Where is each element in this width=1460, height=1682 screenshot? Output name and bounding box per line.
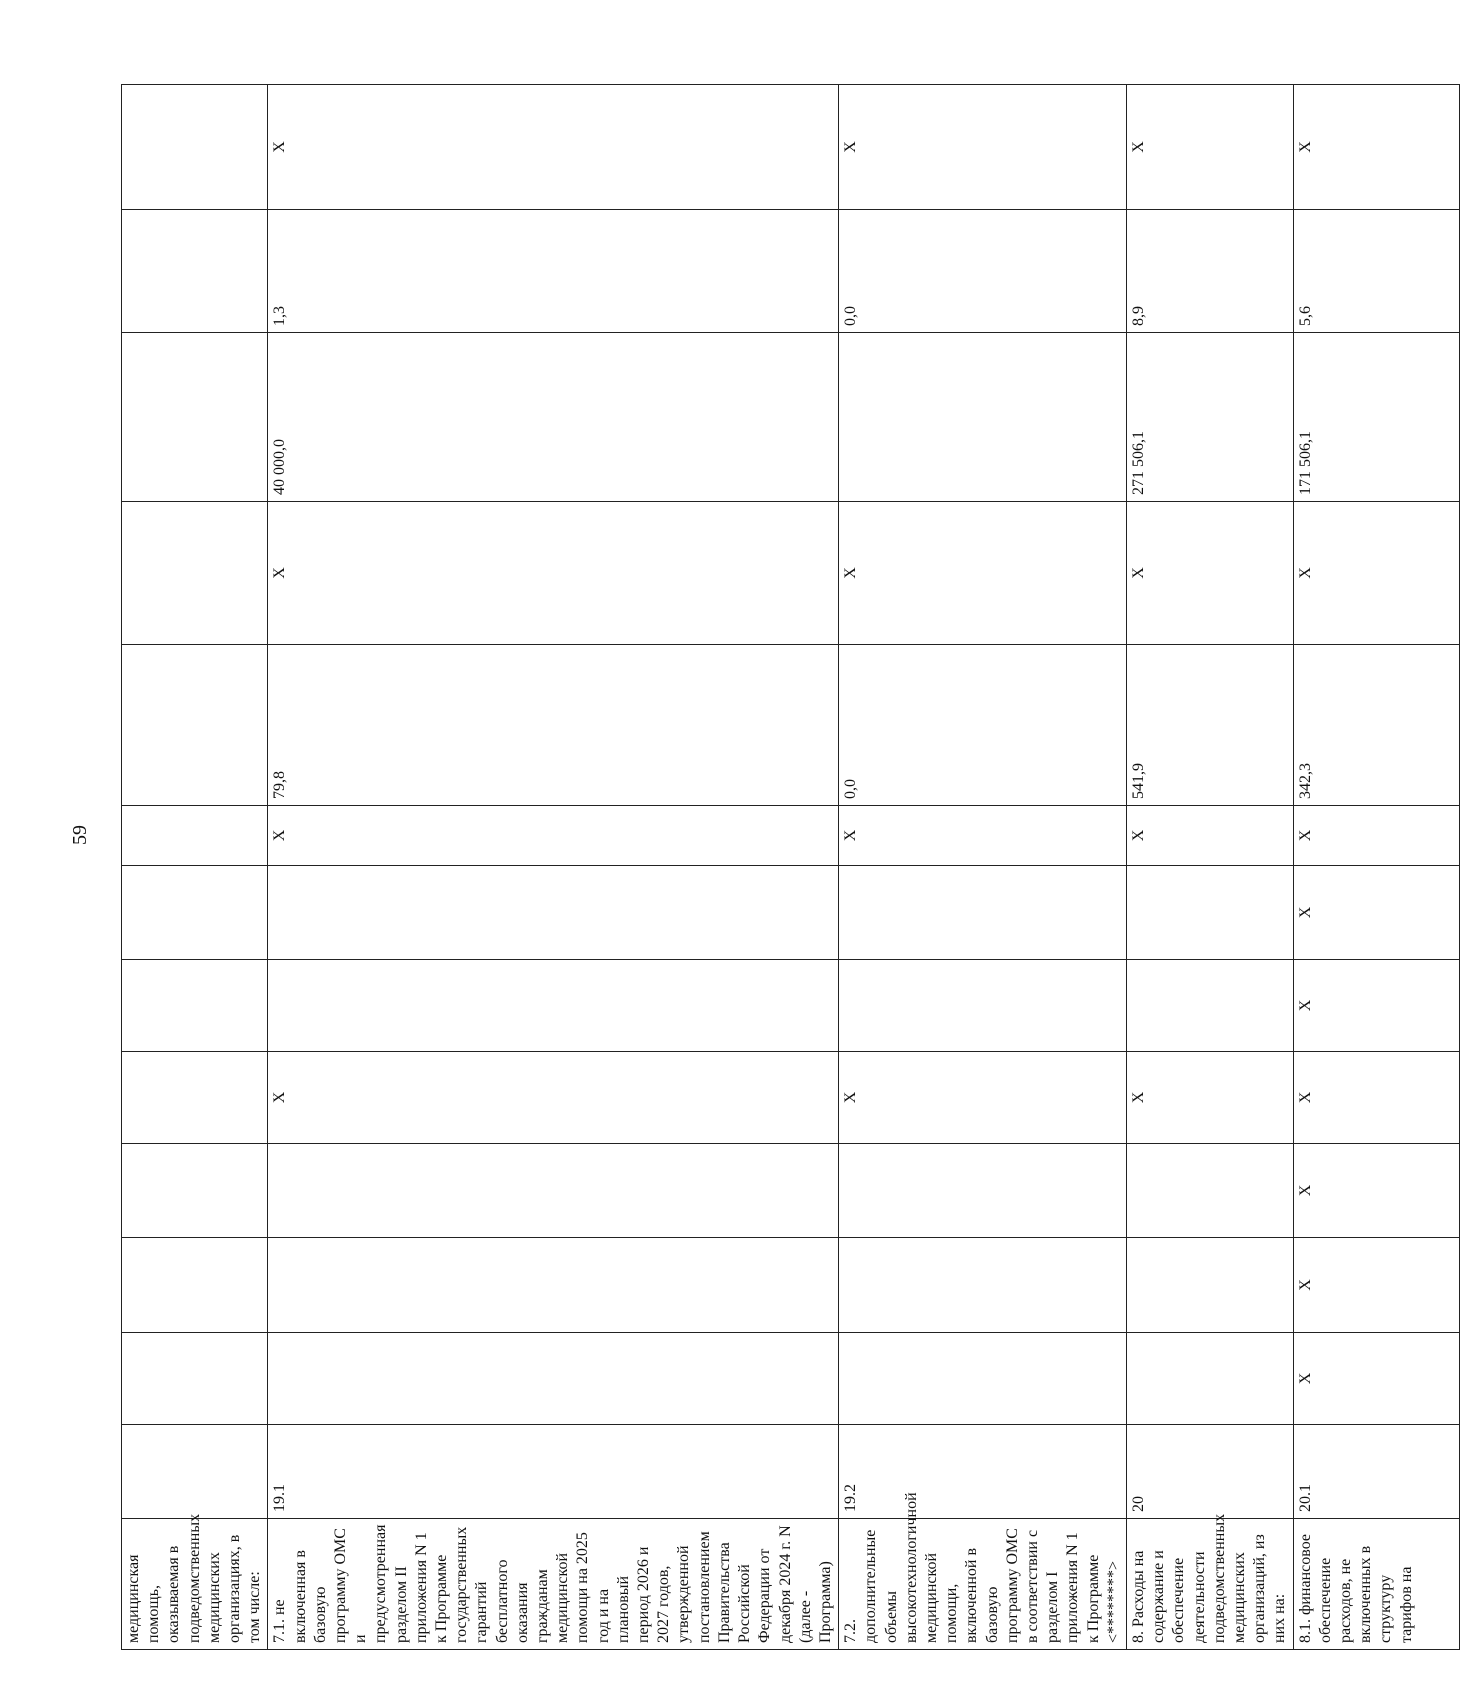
- row-number: 20: [1126, 1425, 1293, 1519]
- value-cell: 8,9: [1126, 210, 1293, 333]
- value-cell: [122, 1238, 268, 1333]
- row-label: медицинская помощь, оказываемая в подведомственных медицинских организациях, в том числе:: [122, 1519, 268, 1650]
- value-cell: 171 506,1: [1293, 333, 1459, 502]
- table-row: [122, 85, 268, 1650]
- value-cell: X: [1293, 1052, 1459, 1144]
- value-cell: X: [1293, 806, 1459, 866]
- value-cell: 1,3: [268, 210, 839, 333]
- table-row: [839, 85, 1127, 1650]
- value-cell: [839, 333, 1127, 502]
- value-cell: [839, 1333, 1127, 1425]
- row-number: 20.1: [1293, 1425, 1459, 1519]
- row-number: 19.2: [839, 1425, 1127, 1519]
- value-cell: X: [1126, 85, 1293, 210]
- value-cell: X: [839, 502, 1127, 645]
- value-cell: X: [1293, 960, 1459, 1052]
- value-cell: [1126, 1333, 1293, 1425]
- value-cell: [122, 85, 268, 210]
- value-cell: [839, 1144, 1127, 1238]
- rotated-table-wrapper: [121, 85, 1415, 1650]
- value-cell: 0,0: [839, 210, 1127, 333]
- value-cell: [122, 1333, 268, 1425]
- value-cell: [122, 1144, 268, 1238]
- value-cell: X: [1126, 806, 1293, 866]
- value-cell: X: [268, 85, 839, 210]
- row-label: 7.2. дополнительные объемы высокотехнологичной медицинской помощи, включенной в базовую программу ОМС в соответствии с разделом I приложения N 1 к Программе <********>: [839, 1519, 1127, 1650]
- expense-table: [121, 84, 1460, 1650]
- value-cell: [839, 1238, 1127, 1333]
- value-cell: [839, 866, 1127, 960]
- row-label: 7.1. не включенная в базовую программу ОМС и предусмотренная разделом II приложения N 1 к Программе государственных гарантий бесплатного оказания гражданам медицинской помощи на 2025 год и на плановый период 2026 и 2027 годов, утвержденной постановлением Правительства Российской Федерации от декабря 2024 г. N (далее - Программа): [268, 1519, 839, 1650]
- value-cell: [122, 960, 268, 1052]
- value-cell: [268, 1238, 839, 1333]
- value-cell: X: [268, 1052, 839, 1144]
- row-label: 8.1. финансовое обеспечение расходов, не включенных в структуру тарифов на: [1293, 1519, 1459, 1650]
- value-cell: [122, 1052, 268, 1144]
- value-cell: 40 000,0: [268, 333, 839, 502]
- table-row: [1126, 85, 1293, 1650]
- value-cell: [268, 866, 839, 960]
- page-number: 59: [69, 825, 91, 845]
- value-cell: [1126, 960, 1293, 1052]
- value-cell: X: [1293, 1144, 1459, 1238]
- row-label: 8. Расходы на содержание и обеспечение деятельности подведомственных медицинских организаций, из них на:: [1126, 1519, 1293, 1650]
- value-cell: [268, 1333, 839, 1425]
- value-cell: 342,3: [1293, 645, 1459, 806]
- value-cell: X: [1126, 502, 1293, 645]
- value-cell: [268, 960, 839, 1052]
- value-cell: X: [839, 806, 1127, 866]
- value-cell: [839, 960, 1127, 1052]
- value-cell: [1126, 866, 1293, 960]
- value-cell: [122, 645, 268, 806]
- value-cell: X: [1293, 866, 1459, 960]
- value-cell: [122, 866, 268, 960]
- value-cell: [1126, 1238, 1293, 1333]
- table-row: [268, 85, 839, 1650]
- value-cell: X: [839, 85, 1127, 210]
- value-cell: 5,6: [1293, 210, 1459, 333]
- value-cell: 541,9: [1126, 645, 1293, 806]
- value-cell: [1126, 1144, 1293, 1238]
- value-cell: 271 506,1: [1126, 333, 1293, 502]
- value-cell: 0,0: [839, 645, 1127, 806]
- value-cell: X: [1293, 502, 1459, 645]
- row-number: [122, 1425, 268, 1519]
- value-cell: [122, 210, 268, 333]
- value-cell: [122, 333, 268, 502]
- value-cell: X: [268, 502, 839, 645]
- value-cell: 79,8: [268, 645, 839, 806]
- value-cell: X: [1293, 1333, 1459, 1425]
- value-cell: [268, 1144, 839, 1238]
- table-row: [1293, 85, 1459, 1650]
- value-cell: X: [839, 1052, 1127, 1144]
- value-cell: [122, 502, 268, 645]
- value-cell: X: [1293, 1238, 1459, 1333]
- value-cell: X: [1126, 1052, 1293, 1144]
- value-cell: X: [1293, 85, 1459, 210]
- value-cell: X: [268, 806, 839, 866]
- row-number: 19.1: [268, 1425, 839, 1519]
- value-cell: [122, 806, 268, 866]
